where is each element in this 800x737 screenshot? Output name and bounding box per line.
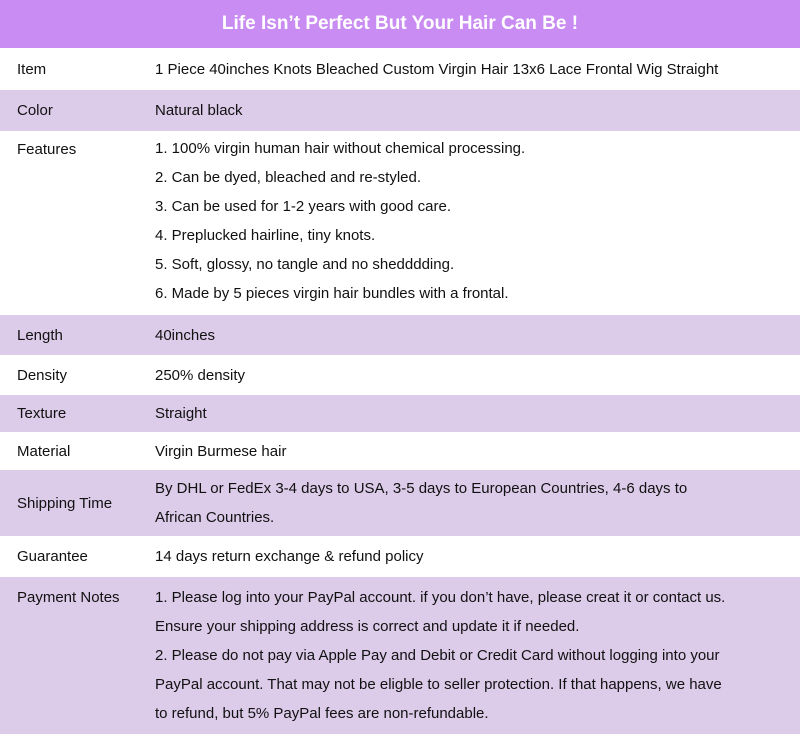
spec-row-shipping — [0, 470, 800, 537]
page-banner-title: Life Isn’t Perfect But Your Hair Can Be ! — [0, 0, 800, 49]
spec-value: Virgin Burmese hair — [155, 442, 287, 460]
spec-row-payment — [0, 577, 800, 735]
payment-line: to refund, but 5% PayPal fees are non-refundable. — [155, 705, 489, 722]
spec-label: Color — [17, 102, 53, 119]
spec-value: 1 Piece 40inches Knots Bleached Custom Virgin Hair 13x6 Lace Frontal Wig Straight — [155, 60, 719, 78]
payment-line: Ensure your shipping address is correct and update it if needed. — [155, 618, 580, 635]
feature-line: 4. Preplucked hairline, tiny knots. — [155, 227, 376, 244]
spec-label: Density — [17, 366, 68, 384]
spec-value: 40inches — [155, 326, 216, 344]
payment-line: PayPal account. That may not be eligble to seller protection. If that happens, we have — [155, 676, 722, 693]
spec-row-color — [0, 90, 800, 132]
spec-label: Length — [17, 326, 63, 344]
spec-row-material — [0, 433, 800, 470]
spec-row-item — [0, 49, 800, 90]
feature-line: 5. Soft, glossy, no tangle and no shedddding. — [155, 256, 455, 273]
spec-label: Shipping Time — [17, 494, 113, 512]
spec-value-list — [155, 132, 800, 308]
spec-row-density — [0, 356, 800, 395]
spec-label: Item — [17, 60, 47, 78]
spec-value-list — [155, 474, 800, 532]
spec-value: Natural black — [155, 102, 243, 119]
spec-label: Material — [17, 442, 71, 460]
spec-value: 14 days return exchange & refund policy — [155, 548, 424, 565]
spec-row-guarantee — [0, 537, 800, 577]
feature-line: 3. Can be used for 1-2 years with good care. — [155, 198, 452, 215]
feature-line: 2. Can be dyed, bleached and re-styled. — [155, 169, 422, 186]
spec-value: 250% density — [155, 366, 246, 384]
spec-value: Straight — [155, 405, 207, 422]
spec-label: Texture — [17, 405, 67, 422]
spec-value-list — [155, 577, 800, 728]
feature-line: 1. 100% virgin human hair without chemical processing. — [155, 140, 526, 157]
spec-row-texture — [0, 395, 800, 433]
shipping-line: By DHL or FedEx 3-4 days to USA, 3-5 days to European Countries, 4-6 days to — [155, 480, 688, 497]
spec-row-length — [0, 315, 800, 356]
shipping-line: African Countries. — [155, 509, 275, 526]
spec-label: Payment Notes — [17, 589, 120, 606]
spec-label: Guarantee — [17, 548, 88, 565]
spec-label: Features — [17, 141, 77, 158]
payment-line: 2. Please do not pay via Apple Pay and Debit or Credit Card without logging into your — [155, 647, 720, 664]
spec-row-features — [0, 132, 800, 315]
payment-line: 1. Please log into your PayPal account. if you don’t have, please creat it or contact us. — [155, 589, 726, 606]
feature-line: 6. Made by 5 pieces virgin hair bundles with a frontal. — [155, 285, 509, 302]
